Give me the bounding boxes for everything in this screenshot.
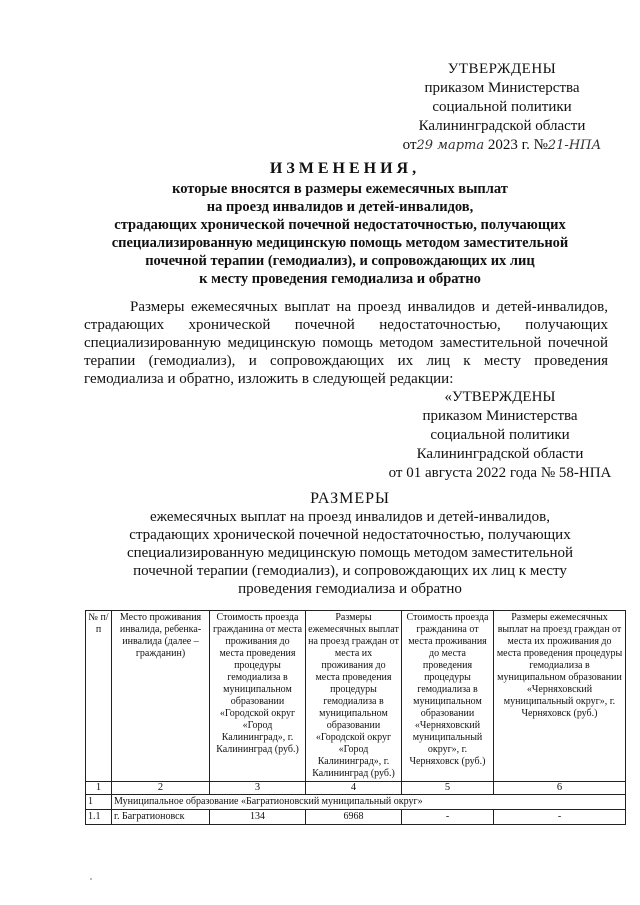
column-header-number: № п/п xyxy=(86,611,112,782)
row-payment-chernyakhovsk: - xyxy=(494,810,626,825)
changes-line: страдающих хронической почечной недостаточностью, получающих xyxy=(114,217,566,233)
changes-line: на проезд инвалидов и детей-инвалидов, xyxy=(206,199,474,215)
column-numbers-row xyxy=(86,782,626,795)
changes-line: специализированную медицинскую помощь методом заместительной xyxy=(111,235,569,251)
sizes-subtitle xyxy=(90,508,610,598)
approval-title: УТВЕРЖДЕНЫ xyxy=(447,61,557,77)
approval-line-2: социальной политики xyxy=(432,99,572,115)
approval-number-handwritten: 21-НПА xyxy=(547,138,602,153)
sizes-heading: РАЗМЕРЫ xyxy=(310,490,390,507)
row-cost-kaliningrad: 134 xyxy=(210,810,306,825)
column-header-payment-chernyakhovsk: Размеры ежемесячных выплат на проезд граждан от места их проживания до места проведения процедуры гемодиализа в муниципальном образовании «Черняховский муниципальный округ», г. Черняховск (руб.) xyxy=(494,611,626,782)
payments-table xyxy=(85,610,626,825)
column-header-cost-kaliningrad: Стоимость проезда гражданина от места проживания до места проведения процедуры гемодиализа в муниципальном образовании «Городской округ «Город Калининград», г. Калининград (руб.) xyxy=(210,611,306,782)
approval2-line-3: Калининградской области xyxy=(416,446,584,462)
intro-paragraph: Размеры ежемесячных выплат на проезд инвалидов и детей-инвалидов, страдающих хронической почечной недостаточностью, получающих специализированную медицинскую помощь методом заместительной почечной терапии (гемодиализ), и сопровождающих их лиц к месту проведения гемодиализа и обратно, изложить в следующей редакции: xyxy=(84,299,608,387)
approval-stamp-previous xyxy=(380,388,620,483)
column-number: 4 xyxy=(306,782,402,795)
row-number: 1.1 xyxy=(86,810,112,825)
column-header-place: Место проживания инвалида, ребенка-инвалида (далее – гражданин) xyxy=(112,611,210,782)
column-number: 6 xyxy=(494,782,626,795)
approval-date-prefix: от xyxy=(402,137,417,153)
table-header-row xyxy=(86,611,626,782)
approval-line-3: Калининградской области xyxy=(418,118,586,134)
approval-line-1: приказом Министерства xyxy=(424,80,580,96)
table-section-row xyxy=(86,795,626,810)
sizes-line: почечной терапии (гемодиализ), и сопровождающих их лиц к месту xyxy=(133,563,567,579)
scan-speck xyxy=(90,878,92,880)
approval2-title: «УТВЕРЖДЕНЫ xyxy=(444,389,556,405)
sizes-line: специализированную медицинскую помощь методом заместительной xyxy=(126,545,574,561)
sizes-line: проведения гемодиализа и обратно xyxy=(238,581,462,597)
section-number: 1 xyxy=(86,795,112,810)
changes-line: которые вносятся в размеры ежемесячных выплат xyxy=(172,181,508,197)
row-place: г. Багратионовск xyxy=(112,810,210,825)
changes-line: почечной терапии (гемодиализ), и сопровождающих их лиц xyxy=(145,253,535,269)
changes-heading: ИЗМЕНЕНИЯ, xyxy=(269,160,421,177)
column-number: 5 xyxy=(402,782,494,795)
approval-stamp xyxy=(402,60,602,155)
sizes-line: страдающих хронической почечной недостаточностью, получающих xyxy=(129,527,571,543)
column-number: 1 xyxy=(86,782,112,795)
approval2-line-1: приказом Министерства xyxy=(422,408,578,424)
column-number: 3 xyxy=(210,782,306,795)
sizes-line: ежемесячных выплат на проезд инвалидов и детей-инвалидов, xyxy=(150,509,550,525)
approval2-line-2: социальной политики xyxy=(430,427,570,443)
section-title: Муниципальное образование «Багратионовский муниципальный округ» xyxy=(112,795,626,810)
column-header-cost-chernyakhovsk: Стоимость проезда гражданина от места проживания до места проведения процедуры гемодиализа в муниципальном образовании «Черняховский муниципальный округ», г. Черняховск (руб.) xyxy=(402,611,494,782)
table-row xyxy=(86,810,626,825)
approval-year: 2023 г. № xyxy=(487,137,548,153)
approval-date-handwritten: 29 марта xyxy=(416,138,485,153)
approval2-line-4: от 01 августа 2022 года № 58-НПА xyxy=(388,465,612,481)
row-payment-kaliningrad: 6968 xyxy=(306,810,402,825)
changes-line: к месту проведения гемодиализа и обратно xyxy=(199,271,481,287)
column-number: 2 xyxy=(112,782,210,795)
changes-subtitle xyxy=(60,180,620,288)
row-cost-chernyakhovsk: - xyxy=(402,810,494,825)
column-header-payment-kaliningrad: Размеры ежемесячных выплат на проезд граждан от места их проживания до места проведения процедуры гемодиализа в муниципальном образовании «Городской округ «Город Калининград», г. Калининград (руб.) xyxy=(306,611,402,782)
approval-date-line xyxy=(402,136,602,155)
